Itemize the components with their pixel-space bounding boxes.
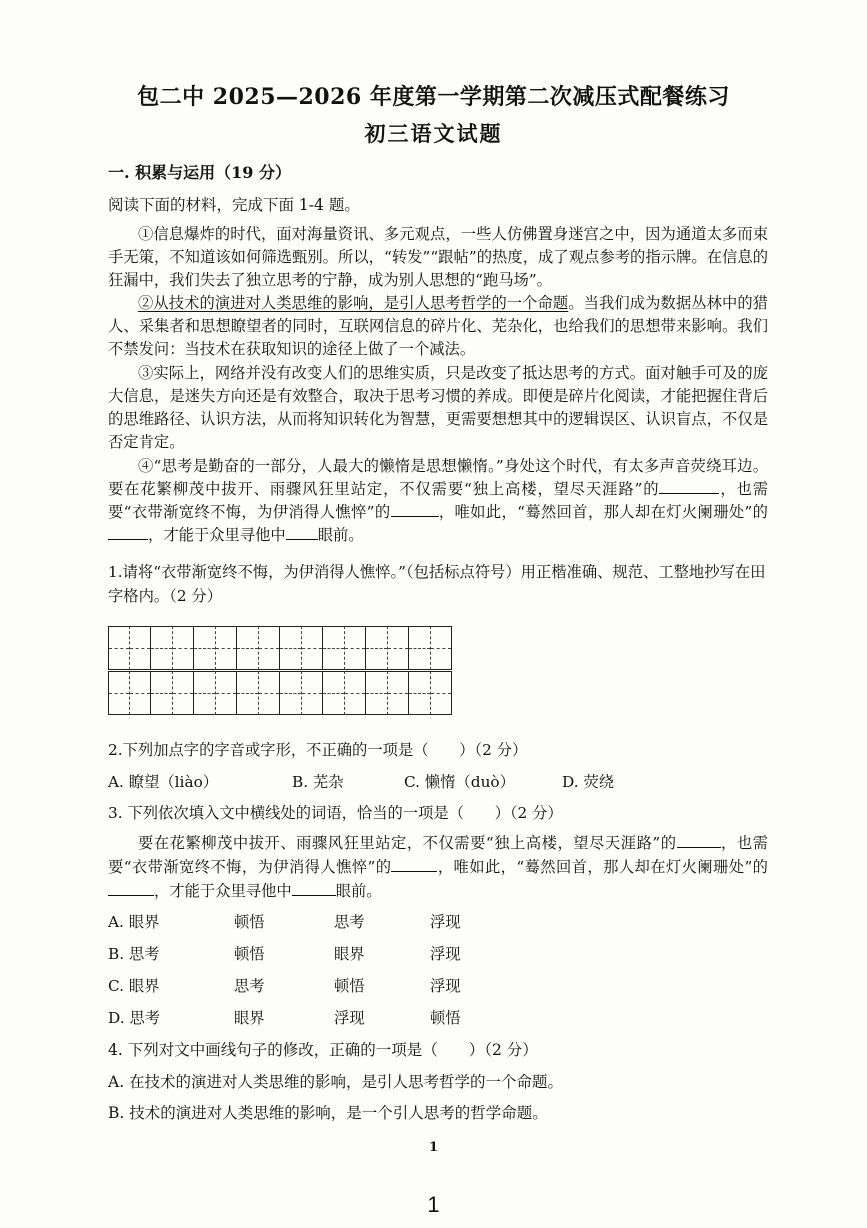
question-3: 3. 下列依次填入文中横线处的词语，恰当的一项是（ ）（2 分） xyxy=(108,804,563,822)
q3-option-d-word-3: 浮现 xyxy=(334,1009,365,1027)
blank-4[interactable] xyxy=(286,524,318,540)
q3-option-b-word-2: 顿悟 xyxy=(234,945,265,963)
paragraph-2-rest: 。当我们成为数据丛林中的猎人、采集者和思想瞭望者的同时，互联网信息的碎片化、芜杂化，也给我们的思想带来影响。我们不禁发问：当技术在获取知识的途径上做了一个减法。 xyxy=(108,294,768,358)
q3-option-c-label[interactable]: C. 眼界 xyxy=(108,977,160,995)
blank-1[interactable] xyxy=(659,478,719,494)
q3-blank-2[interactable] xyxy=(391,856,437,872)
question-4: 4. 下列对文中画线句子的修改，正确的一项是（ ）（2 分） xyxy=(108,1041,538,1059)
printed-page-number: 1 xyxy=(428,1140,439,1155)
q3-option-b-word-4: 浮现 xyxy=(430,945,461,963)
exam-subtitle: 初三语文试题 xyxy=(364,121,503,146)
q3-blank-4[interactable] xyxy=(292,880,336,896)
writing-grid-row-2[interactable] xyxy=(108,671,452,715)
reading-instruction: 阅读下面的材料，完成下面 1-4 题。 xyxy=(108,196,360,214)
q3-option-c-word-3: 顿悟 xyxy=(334,977,365,995)
q3-option-d-label[interactable]: D. 思考 xyxy=(108,1009,161,1027)
q2-option-a[interactable]: A. 瞭望（liào） xyxy=(108,773,219,791)
exam-title: 包二中 2025—2026 年度第一学期第二次减压式配餐练习 xyxy=(137,84,730,110)
q3-passage-b: ，也需要“衣带渐宽终不悔，为伊消得人憔悴”的 xyxy=(108,834,768,876)
blank-3[interactable] xyxy=(108,524,148,540)
paragraph-4-part-b: ，也需要“衣带渐宽终不悔，为伊消得人憔悴”的 xyxy=(108,480,768,521)
q2-option-b[interactable]: B. 芜杂 xyxy=(292,773,344,791)
question-3-passage xyxy=(108,831,768,903)
writing-grid-row-1[interactable] xyxy=(108,626,452,670)
q3-passage-a: 要在花繁柳茂中拔开、雨骤风狂里站定，不仅需要“独上高楼，望尽天涯路”的 xyxy=(138,834,677,852)
q3-option-d-word-2: 眼界 xyxy=(234,1009,265,1027)
underlined-sentence: ②从技术的演进对人类思维的影响，是引人思考哲学的一个命题 xyxy=(138,294,569,312)
paragraph-4-part-e: 眼前。 xyxy=(317,526,364,544)
q3-option-a-word-4: 浮现 xyxy=(430,913,461,931)
question-1: 1.请将“衣带渐宽终不悔，为伊消得人憔悴。”（包括标点符号）用正楷准确、规范、工整地抄写在田字格内。（2 分） xyxy=(108,563,766,605)
q3-passage-e: 眼前。 xyxy=(335,882,382,900)
section-heading: 一. 积累与运用（19 分） xyxy=(108,163,291,182)
q3-option-c-word-4: 浮现 xyxy=(430,977,461,995)
q3-passage-c: ，唯如此，“蓦然回首，那人却在灯火阑珊处”的 xyxy=(437,858,768,876)
q3-option-a-label[interactable]: A. 眼界 xyxy=(108,913,160,931)
paragraph-3: ③实际上，网络并没有改变人们的思维实质，只是改变了抵达思考的方式。面对触手可及的庞大信息，是迷失方向还是有效整合，取决于思考习惯的养成。即便是碎片化阅读，才能把握住背后的思维路径、认识方法，从而将知识转化为智慧，更需要想想其中的逻辑误区、认识盲点，不仅是否定肯定。 xyxy=(108,364,768,451)
q3-blank-3[interactable] xyxy=(108,880,154,896)
paragraph-4-part-a: ④“思考是勤奋的一部分，人最大的懒惰是思想懒惰。”身处这个时代，有太多声音荧绕耳边。要在花繁柳茂中拔开、雨骤风狂里站定，不仅需要“独上高楼，望尽天涯路”的 xyxy=(108,457,768,498)
q3-option-a-word-3: 思考 xyxy=(334,913,365,931)
page-number: 1 xyxy=(427,1192,440,1217)
q4-option-b[interactable]: B. 技术的演进对人类思维的影响，是一个引人思考的哲学命题。 xyxy=(108,1104,548,1122)
paragraph-4-part-d: ，才能于众里寻他中 xyxy=(148,526,286,544)
q3-option-b-label[interactable]: B. 思考 xyxy=(108,945,160,963)
blank-2[interactable] xyxy=(391,501,439,517)
q3-passage-d: ，才能于众里寻他中 xyxy=(154,882,292,900)
q3-option-a-word-2: 顿悟 xyxy=(234,913,265,931)
q3-option-b-word-3: 眼界 xyxy=(334,945,365,963)
q2-option-d[interactable]: D. 荧绕 xyxy=(562,773,615,791)
paragraph-1: ①信息爆炸的时代，面对海量资讯、多元观点，一些人仿佛置身迷宫之中，因为通道太多而束手无策，不知道该如何筛选甄别。所以，“转发”“跟帖”的热度，成了观点参考的指示牌。在信息的狂漏中，我们失去了独立思考的宁静，成为别人思想的“跑马场”。 xyxy=(108,225,768,289)
paragraph-4-part-c: ，唯如此，“蓦然回首，那人却在灯火阑珊处”的 xyxy=(438,503,768,521)
paragraph-2 xyxy=(108,292,768,361)
paragraph-4 xyxy=(108,455,768,547)
question-2: 2.下列加点字的字音或字形，不正确的一项是（ ）（2 分） xyxy=(108,741,528,759)
q3-blank-1[interactable] xyxy=(677,832,721,848)
q2-option-c[interactable]: C. 懒惰（duò） xyxy=(404,773,515,791)
q3-option-c-word-2: 思考 xyxy=(234,977,265,995)
q3-option-d-word-4: 顿悟 xyxy=(430,1009,461,1027)
q4-option-a[interactable]: A. 在技术的演进对人类思维的影响，是引人思考哲学的一个命题。 xyxy=(108,1073,564,1091)
